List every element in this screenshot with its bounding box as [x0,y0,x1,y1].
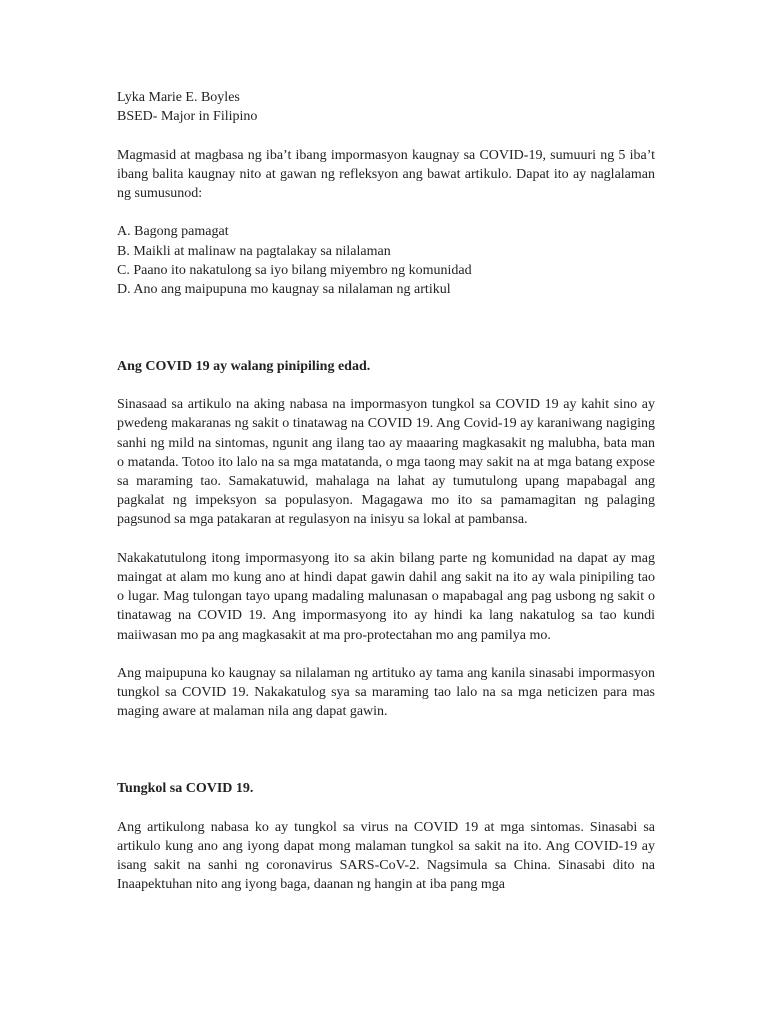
author-course: BSED- Major in Filipino [117,109,258,125]
requirement-item: C. Paano ito nakatulong sa iyo bilang miyembro ng komunidad [117,262,472,278]
spacer [117,798,655,817]
requirement-item: D. Ano ang maipupuna mo kaugnay sa nilalaman ng artikul [117,282,451,297]
section-paragraph: Sinasaad sa artikulo na aking nabasa na impormasyon tungkol sa COVID 19 ay kahit sino ay pwedeng makaranas ng sakit o tinatawag na COVID 19. Ang Covid-19 ay karaniwang nagiging sanhi ng mild na sintomas, ngunit ang ilang tao ay maaaring magkasakit ng malubha, bata man o matanda. Totoo ito lalo na sa mga matatanda, o mga taong may sakit na at mga batang expose sa maraming tao. Samakatuwid, mahalaga na lahat ay tumutulong upang mapabagal ang pagkalat ng impeksyon sa populasyon. Magagawa mo ito sa pamamagitan ng palaging pagsunod sa mga patakaran at regulasyon na inisyu sa lokal at pambansa. [117,397,655,528]
requirement-item: B. Maikli at malinaw na pagtalakay sa nilalaman [117,243,391,259]
requirement-item: A. Bagong pamagat [117,224,229,240]
instructions-paragraph: Magmasid at magbasa ng iba’t ibang impormasyon kaugnay sa COVID-19, sumuuri ng 5 iba’t ibang balita kaugnay nito at gawan ng refleksyon ang bawat artikulo. Dapat ito ay naglalaman ng sumusunod: [117,147,655,201]
section-title: Ang COVID 19 ay walang pinipiling edad. [117,358,371,374]
spacer [117,299,655,337]
spacer [117,203,655,222]
requirements-list [117,222,655,299]
section-paragraph: Ang maipupuna ko kaugnay sa nilalaman ng artituko ay tama ang kanila sinasabi impormasyon tungkol sa COVID 19. Nakakatulog sya sa maraming tao lalo na sa mga neticizen para mas maging aware at malaman nila ang dapat gawin. [117,665,655,720]
spacer [117,126,655,145]
document-page [117,88,655,894]
spacer [117,376,655,395]
author-name: Lyka Marie E. Boyles [117,90,240,105]
spacer [117,338,655,357]
section-paragraph: Ang artikulong nabasa ko ay tungkol sa virus na COVID 19 at mga sintomas. Sinasabi sa artikulo kung ano ang iyong dapat mong malaman tungkol sa sakit na ito. Ang COVID-19 ay isang sakit na sanhi ng coronavirus SARS-CoV-2. Nagsimula sa China. Sinasabi dito na Inaapektuhan nito ang iyong baga, daanan ng hangin at iba pang mga [117,819,655,893]
spacer [117,722,655,760]
section-paragraph: Nakakatutulong itong impormasyong ito sa akin bilang parte ng komunidad na dapat ay mag maingat at alam mo kung ano at hindi dapat gawin dahil ang sakit na ito ay wala pinipiling tao o lugar. Mag tulongan tayo upang madaling malunasan o mapabagal ang pag usbong ng sakit o tinatawag na COVID 19. Ang impormasyong ito ay hindi ka lang nakatulog sa tao kundi maiiwasan mo pa ang magkasakit at ma pro-protectahan mo ang pamilya mo. [117,550,655,643]
spacer [117,760,655,779]
section-title: Tungkol sa COVID 19. [117,781,254,797]
